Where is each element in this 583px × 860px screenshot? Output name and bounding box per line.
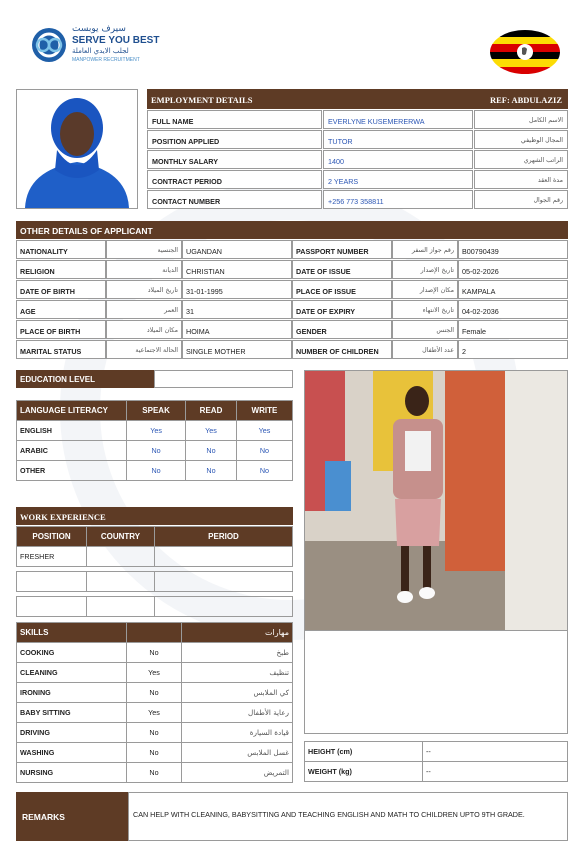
work-experience-header: WORK EXPERIENCE — [16, 507, 293, 525]
remarks-label: REMARKS — [16, 792, 128, 841]
field-value: 1400 — [323, 150, 473, 169]
detail-label-arabic: تاريخ الإصدار — [392, 260, 458, 279]
work-row — [16, 546, 293, 567]
skill-name: CLEANING — [17, 663, 127, 683]
work-header-row — [17, 527, 293, 547]
skill-row — [17, 683, 293, 703]
skill-arabic: كي الملابس — [182, 683, 293, 703]
detail-label-arabic: الجنسية — [106, 240, 182, 259]
col-country: COUNTRY — [87, 527, 155, 547]
logo-arabic-sub: لجلب الايدي العاملة — [72, 47, 129, 55]
measure-label: HEIGHT (cm) — [305, 742, 423, 762]
detail-value: 2 — [458, 340, 568, 359]
other-details-header: OTHER DETAILS OF APPLICANT — [16, 221, 568, 239]
skills-header-row — [17, 623, 293, 643]
detail-value: 31-01-1995 — [182, 280, 292, 299]
detail-label-arabic: الحالة الاجتماعية — [106, 340, 182, 359]
measure-row — [305, 742, 568, 762]
work-position — [17, 572, 87, 592]
skills-title-arabic: مهارات — [182, 623, 293, 643]
language-row — [17, 441, 293, 461]
language-name: ARABIC — [17, 441, 127, 461]
skill-value: No — [127, 743, 182, 763]
work-country — [87, 597, 155, 617]
field-label: FULL NAME — [147, 110, 322, 129]
skill-name: WASHING — [17, 743, 127, 763]
skill-arabic: التمريض — [182, 763, 293, 783]
detail-value: SINGLE MOTHER — [182, 340, 292, 359]
other-details-row — [16, 300, 568, 320]
col-read: READ — [186, 401, 237, 421]
remarks-text: CAN HELP WITH CLEANING, BABYSITTING AND TEACHING ENGLISH AND MATH TO CHILDREN UPTO 9TH GRADE. — [128, 792, 568, 841]
logo-arabic: سيرف يوبست — [72, 24, 126, 34]
field-label: CONTRACT PERIOD — [147, 170, 322, 189]
detail-label: DATE OF EXPIRY — [292, 300, 392, 319]
other-details-table — [16, 240, 568, 360]
language-read: No — [186, 461, 237, 481]
company-logo — [30, 22, 170, 68]
blank-panel — [304, 631, 568, 734]
field-label-arabic: المجال الوظيفي — [474, 130, 568, 149]
work-country — [87, 547, 155, 567]
education-level-value — [154, 370, 293, 388]
language-name: OTHER — [17, 461, 127, 481]
reference-label: REF: ABDULAZIZ — [489, 95, 562, 105]
skill-arabic: غسل الملابس — [182, 743, 293, 763]
language-header-row — [17, 401, 293, 421]
skill-name: IRONING — [17, 683, 127, 703]
work-position: FRESHER — [17, 547, 87, 567]
skill-name: COOKING — [17, 643, 127, 663]
logo-tagline: MANPOWER RECRUITMENT — [72, 57, 140, 63]
language-speak: No — [127, 441, 186, 461]
field-label-arabic: رقم الجوال — [474, 190, 568, 209]
language-read: Yes — [186, 421, 237, 441]
skill-arabic: قيادة السيارة — [182, 723, 293, 743]
skill-row — [17, 743, 293, 763]
field-value: TUTOR — [323, 130, 473, 149]
skill-name: BABY SITTING — [17, 703, 127, 723]
skills-title: SKILLS — [17, 623, 127, 643]
measure-value: -- — [423, 762, 568, 782]
language-row — [17, 461, 293, 481]
detail-label: GENDER — [292, 320, 392, 339]
work-row — [16, 596, 293, 617]
employment-row — [147, 150, 568, 170]
uganda-flag-icon — [489, 29, 561, 75]
measure-value: -- — [423, 742, 568, 762]
detail-label: PLACE OF ISSUE — [292, 280, 392, 299]
detail-value: HOIMA — [182, 320, 292, 339]
detail-label-arabic: رقم جواز السفر — [392, 240, 458, 259]
detail-value: 31 — [182, 300, 292, 319]
work-country — [87, 572, 155, 592]
field-label: POSITION APPLIED — [147, 130, 322, 149]
work-position — [17, 597, 87, 617]
employment-row — [147, 130, 568, 150]
skill-row — [17, 643, 293, 663]
detail-label: DATE OF ISSUE — [292, 260, 392, 279]
detail-label-arabic: الجنس — [392, 320, 458, 339]
detail-value: 05-02-2026 — [458, 260, 568, 279]
detail-label: AGE — [16, 300, 106, 319]
other-details-row — [16, 260, 568, 280]
education-level-header: EDUCATION LEVEL — [16, 370, 154, 388]
detail-label: RELIGION — [16, 260, 106, 279]
col-position: POSITION — [17, 527, 87, 547]
detail-value: 04-02-2036 — [458, 300, 568, 319]
other-details-row — [16, 320, 568, 340]
detail-label: NUMBER OF CHILDREN — [292, 340, 392, 359]
detail-value: B00790439 — [458, 240, 568, 259]
detail-label: MARITAL STATUS — [16, 340, 106, 359]
detail-value: UGANDAN — [182, 240, 292, 259]
employment-row — [147, 110, 568, 130]
language-read: No — [186, 441, 237, 461]
detail-value: CHRISTIAN — [182, 260, 292, 279]
field-value: 2 YEARS — [323, 170, 473, 189]
work-period — [155, 572, 293, 592]
field-value: +256 773 358811 — [323, 190, 473, 209]
skills-table — [16, 622, 293, 783]
employment-row — [147, 190, 568, 210]
skill-name: NURSING — [17, 763, 127, 783]
field-value: EVERLYNE KUSEMERERWA — [323, 110, 473, 129]
skill-value: Yes — [127, 703, 182, 723]
detail-label-arabic: تاريخ الميلاد — [106, 280, 182, 299]
language-write: No — [236, 441, 292, 461]
applicant-full-photo — [304, 370, 568, 631]
measure-label: WEIGHT (kg) — [305, 762, 423, 782]
skill-value: No — [127, 683, 182, 703]
col-speak: SPEAK — [127, 401, 186, 421]
skill-value: Yes — [127, 663, 182, 683]
measurements-table — [304, 741, 568, 782]
skill-name: DRIVING — [17, 723, 127, 743]
logo-emblem-icon — [30, 26, 68, 64]
field-label-arabic: الراتب الشهري — [474, 150, 568, 169]
applicant-portrait — [16, 89, 138, 209]
skill-row — [17, 663, 293, 683]
language-title: LANGUAGE LITERACY — [17, 401, 127, 421]
detail-label-arabic: تاريخ الانتهاء — [392, 300, 458, 319]
detail-label: PASSPORT NUMBER — [292, 240, 392, 259]
work-period — [155, 597, 293, 617]
detail-label: PLACE OF BIRTH — [16, 320, 106, 339]
skill-row — [17, 703, 293, 723]
field-label-arabic: مدة العقد — [474, 170, 568, 189]
language-write: No — [236, 461, 292, 481]
detail-label-arabic: عدد الأطفال — [392, 340, 458, 359]
employment-title: EMPLOYMENT DETAILS — [151, 95, 253, 105]
detail-value: KAMPALA — [458, 280, 568, 299]
detail-label-arabic: العمر — [106, 300, 182, 319]
language-write: Yes — [236, 421, 292, 441]
field-label: MONTHLY SALARY — [147, 150, 322, 169]
detail-label-arabic: مكان الميلاد — [106, 320, 182, 339]
measure-row — [305, 762, 568, 782]
field-label-arabic: الاسم الكامل — [474, 110, 568, 129]
other-details-row — [16, 240, 568, 260]
language-row — [17, 421, 293, 441]
employment-details-header — [147, 89, 568, 109]
logo-english: SERVE YOU BEST — [72, 35, 160, 46]
skill-arabic: طبخ — [182, 643, 293, 663]
detail-label-arabic: الديانة — [106, 260, 182, 279]
skill-value: No — [127, 763, 182, 783]
detail-label: NATIONALITY — [16, 240, 106, 259]
other-details-row — [16, 340, 568, 360]
skill-row — [17, 763, 293, 783]
employment-row — [147, 170, 568, 190]
skill-arabic: رعاية الأطفال — [182, 703, 293, 723]
skill-arabic: تنظيف — [182, 663, 293, 683]
work-experience-table — [16, 526, 293, 547]
language-name: ENGLISH — [17, 421, 127, 441]
skill-row — [17, 723, 293, 743]
detail-value: Female — [458, 320, 568, 339]
field-label: CONTACT NUMBER — [147, 190, 322, 209]
skill-value: No — [127, 643, 182, 663]
language-literacy-table — [16, 400, 293, 481]
language-speak: Yes — [127, 421, 186, 441]
work-period — [155, 547, 293, 567]
language-speak: No — [127, 461, 186, 481]
col-period: PERIOD — [155, 527, 293, 547]
col-write: WRITE — [236, 401, 292, 421]
other-details-row — [16, 280, 568, 300]
skill-value: No — [127, 723, 182, 743]
detail-label-arabic: مكان الإصدار — [392, 280, 458, 299]
work-row — [16, 571, 293, 592]
detail-label: DATE OF BIRTH — [16, 280, 106, 299]
